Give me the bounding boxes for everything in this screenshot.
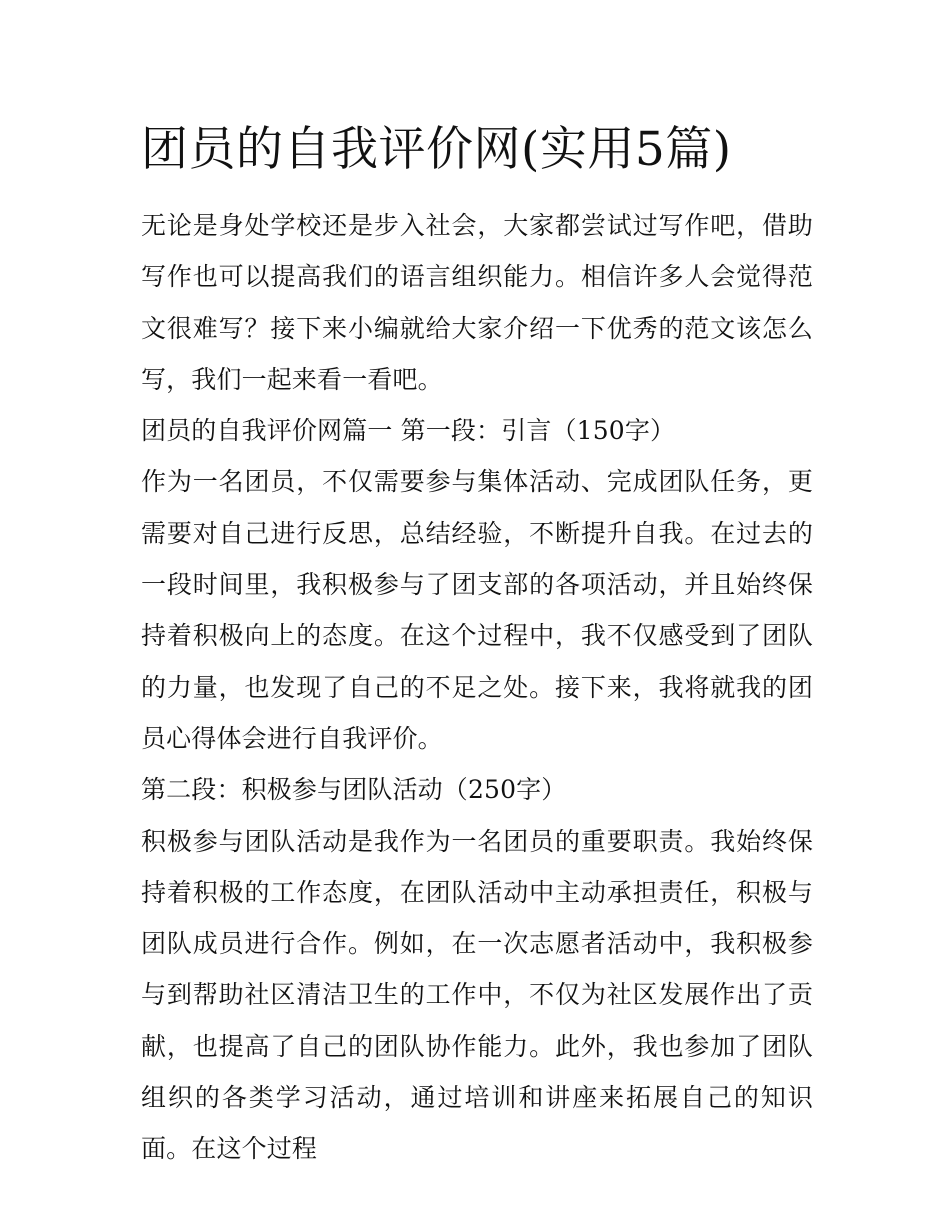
body-paragraph-2: 积极参与团队活动是我作为一名团员的重要职责。我始终保持着积极的工作态度，在团队活动中主动承担责任，积极与团队成员进行合作。例如，在一次志愿者活动中，我积极参与到帮助社区清洁卫生的工作中，不仅为社区发展作出了贡献，也提高了自己的团队协作能力。此外，我也参加了团队组织的各类学习活动，通过培训和讲座来拓展自己的知识面。在这个过程 bbox=[141, 826, 813, 1164]
section-heading-2: 第二段：积极参与团队活动（250字） bbox=[141, 775, 567, 805]
intro-paragraph: 无论是身处学校还是步入社会，大家都尝试过写作吧，借助写作也可以提高我们的语言组织能力。相信许多人会觉得范文很难写？接下来小编就给大家介绍一下优秀的范文该怎么写，我们一起来看一看吧。 bbox=[141, 211, 813, 394]
section-heading-1: 团员的自我评价网篇一 第一段：引言（150字） bbox=[141, 416, 676, 446]
document-page bbox=[141, 112, 813, 1175]
document-title: 团员的自我评价网(实用5篇) bbox=[141, 122, 732, 177]
body-paragraph-1: 作为一名团员，不仅需要参与集体活动、完成团队任务，更需要对自己进行反思，总结经验，不断提升自我。在过去的一段时间里，我积极参与了团支部的各项活动，并且始终保持着积极向上的态度。在这个过程中，我不仅感受到了团队的力量，也发现了自己的不足之处。接下来，我将就我的团员心得体会进行自我评价。 bbox=[141, 467, 813, 753]
